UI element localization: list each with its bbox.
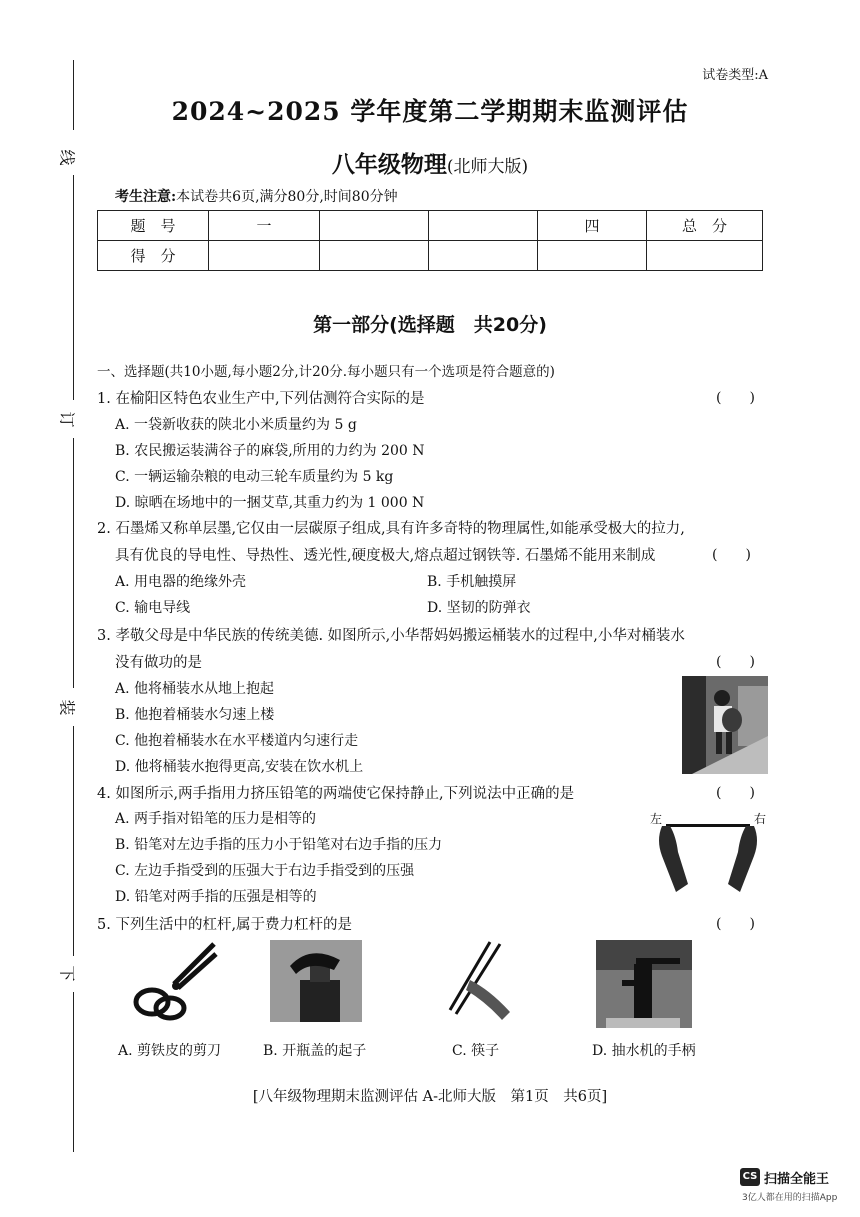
answer-paren[interactable]: ( ) (716, 785, 755, 801)
q3-option-c: C. 他抱着桶装水在水平楼道内匀速行走 (115, 733, 359, 749)
q5-option-a: A. 剪铁皮的剪刀 (118, 1043, 222, 1059)
binding-char-ding: 订 (57, 411, 77, 428)
answer-paren[interactable]: ( ) (716, 916, 755, 932)
notice-text: 本试卷共6页,满分80分,时间80分钟 (176, 189, 398, 205)
q1-option-c: C. 一辆运输杂粮的电动三轮车质量约为 5 kg (115, 469, 394, 485)
binding-char-xia: 下 (57, 965, 77, 982)
binding-char-xian: 线 (57, 149, 77, 166)
q5-option-b: B. 开瓶盖的起子 (263, 1043, 367, 1059)
score-table-header-row (98, 211, 763, 241)
q4-option-c: C. 左边手指受到的压强大于右边手指受到的压强 (115, 863, 415, 879)
edition-label: (北师大版) (446, 157, 529, 177)
q4-option-a: A. 两手指对铅笔的压力是相等的 (115, 811, 317, 827)
bottle-opener-image (270, 940, 362, 1022)
right-label: 右 (754, 812, 767, 826)
header-cell: 题 号 (98, 211, 209, 241)
notice-label: 考生注意: (115, 189, 177, 205)
chopsticks-image (430, 940, 520, 1022)
question-3-stem-line2: 没有做功的是 (115, 655, 202, 671)
q2-option-c: C. 输电导线 (115, 600, 191, 616)
score-label: 得 分 (98, 241, 209, 271)
score-cell[interactable] (320, 241, 429, 271)
q5-option-d: D. 抽水机的手柄 (592, 1043, 696, 1059)
q1-option-b: B. 农民搬运装满谷子的麻袋,所用的力约为 200 N (115, 443, 425, 459)
question-5-stem: 5. 下列生活中的杠杆,属于费力杠杆的是 (97, 917, 353, 933)
question-3-stem-line1: 3. 孝敬父母是中华民族的传统美德. 如图所示,小华帮妈妈搬运桶装水的过程中,小华对桶装水 (97, 628, 685, 644)
q3-option-d: D. 他将桶装水抱得更高,安装在饮水机上 (115, 759, 364, 775)
answer-paren[interactable]: ( ) (716, 390, 755, 406)
q2-option-d: D. 坚韧的防弹衣 (427, 600, 531, 616)
answer-paren[interactable]: ( ) (712, 547, 751, 563)
camscanner-name: 扫描全能王 (764, 1172, 830, 1187)
pencil-fingers-figure (652, 818, 764, 902)
q4-option-b: B. 铅笔对左边手指的压力小于铅笔对右边手指的压力 (115, 837, 443, 853)
camscanner-logo-icon: CS (740, 1168, 760, 1186)
q1-option-a: A. 一袋新收获的陕北小米质量约为 5 g (115, 417, 357, 433)
q5-option-c: C. 筷子 (452, 1043, 500, 1059)
header-cell: 一 (209, 211, 320, 241)
question-2-stem-line1: 2. 石墨烯又称单层墨,它仅由一层碳原子组成,具有许多奇特的物理属性,如能承受极大的拉力, (97, 521, 685, 537)
q2-option-a: A. 用电器的绝缘外壳 (115, 574, 247, 590)
question-1-stem: 1. 在榆阳区特色农业生产中,下列估测符合实际的是 (97, 391, 425, 407)
paper-type: 试卷类型:A (702, 68, 768, 83)
header-cell (320, 211, 429, 241)
section-heading: 一、选择题(共10小题,每小题2分,计20分.每小题只有一个选项是符合题意的) (97, 364, 555, 380)
score-cell[interactable] (429, 241, 538, 271)
q4-option-d: D. 铅笔对两手指的压强是相等的 (115, 889, 317, 905)
binding-line (73, 175, 74, 400)
score-cell[interactable] (209, 241, 320, 271)
binding-char-zhuang: 装 (57, 699, 77, 716)
header-cell (429, 211, 538, 241)
page-footer: [八年级物理期末监测评估 A-北师大版 第1页 共6页] (252, 1089, 608, 1105)
question-4-stem: 4. 如图所示,两手指用力挤压铅笔的两端使它保持静止,下列说法中正确的是 (97, 786, 575, 802)
answer-paren[interactable]: ( ) (716, 654, 755, 670)
left-label: 左 (650, 812, 663, 826)
header-cell: 总 分 (647, 211, 763, 241)
score-cell[interactable] (538, 241, 647, 271)
camscanner-tagline: 3亿人都在用的扫描App (742, 1193, 838, 1203)
header-cell: 四 (538, 211, 647, 241)
question-2-stem-line2: 具有优良的导电性、导热性、透光性,硬度极大,熔点超过钢铁等. 石墨烯不能用来制成 (115, 548, 656, 564)
q3-option-b: B. 他抱着桶装水匀速上楼 (115, 707, 275, 723)
score-table-score-row (98, 241, 763, 271)
binding-line (73, 992, 74, 1152)
score-cell[interactable] (647, 241, 763, 271)
q1-option-d: D. 晾晒在场地中的一捆艾草,其重力约为 1 000 N (115, 495, 425, 511)
q2-option-b: B. 手机触摸屏 (427, 574, 517, 590)
exam-notice (115, 186, 398, 206)
subject-title: 八年级物理 (331, 151, 447, 178)
q3-option-a: A. 他将桶装水从地上抱起 (115, 681, 275, 697)
tin-snips-image (130, 940, 220, 1022)
page-title: 2024~2025 学年度第二学期期末监测评估 (171, 97, 689, 126)
score-table (97, 210, 763, 271)
page-subtitle (0, 146, 860, 179)
water-pump-image (596, 940, 692, 1028)
water-bucket-photo (682, 676, 768, 774)
binding-line (73, 438, 74, 688)
binding-line (73, 726, 74, 956)
part-title: 第一部分(选择题 共20分) (313, 314, 547, 336)
